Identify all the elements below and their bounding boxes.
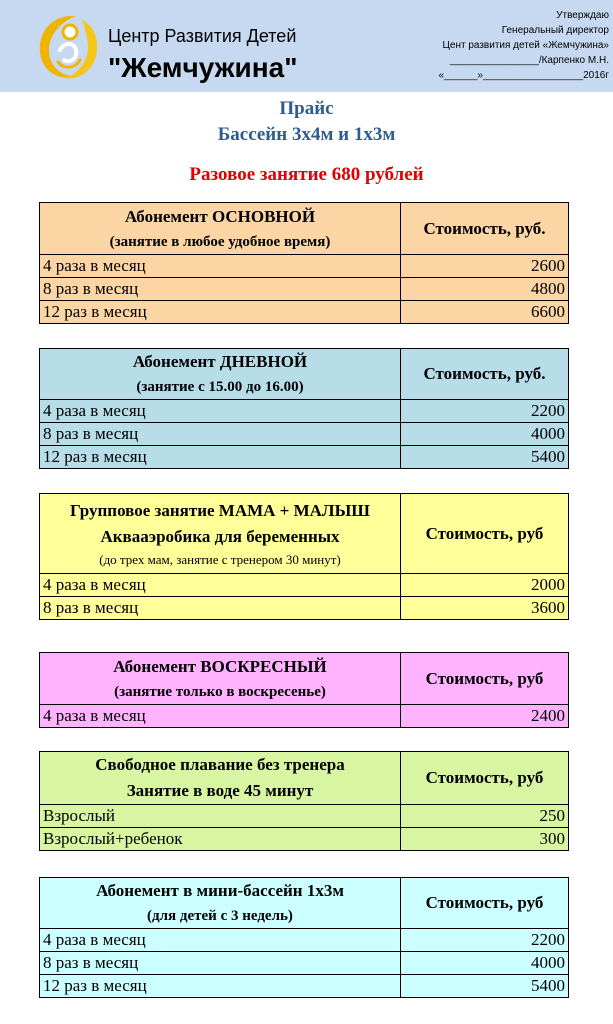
table-heading	[40, 349, 401, 400]
table-row	[40, 828, 569, 851]
table-row	[40, 301, 569, 324]
table-header-row	[40, 349, 569, 400]
price-table-group	[39, 493, 569, 620]
approval-line: «______»__________________2016г	[438, 70, 609, 81]
page-title: Прайс	[279, 98, 334, 119]
brand-name: "Жемчужина"	[108, 52, 298, 83]
pearl-logo-icon	[34, 10, 104, 84]
row-label: 8 раз в месяц	[40, 423, 401, 446]
table-header-row	[40, 203, 569, 255]
price-table-day	[39, 348, 569, 469]
row-value: 2000	[401, 574, 569, 597]
row-label: 12 раз в месяц	[40, 301, 401, 324]
table-note: (до трех мам, занятие с тренером 30 минут)	[99, 551, 341, 567]
row-value: 4800	[401, 278, 569, 301]
table-header-row	[40, 494, 569, 574]
row-value: 2600	[401, 255, 569, 278]
table-heading	[40, 494, 401, 574]
table-row	[40, 423, 569, 446]
table-heading	[40, 878, 401, 929]
row-label: 4 раза в месяц	[40, 255, 401, 278]
table-row	[40, 574, 569, 597]
row-label: Взрослый+ребенок	[40, 828, 401, 851]
row-label: 4 раза в месяц	[40, 574, 401, 597]
price-table-basic	[39, 202, 569, 324]
table-row	[40, 805, 569, 828]
table-row	[40, 705, 569, 728]
row-value: 2400	[401, 705, 569, 728]
row-value: 4000	[401, 952, 569, 975]
row-value: 300	[401, 828, 569, 851]
cost-header: Стоимость, руб	[401, 494, 569, 574]
table-title-2: Занятие в воде 45 минут	[126, 781, 314, 800]
row-value: 3600	[401, 597, 569, 620]
table-row	[40, 278, 569, 301]
table-header-row	[40, 878, 569, 929]
price-table-free-swim	[39, 751, 569, 851]
row-label: 8 раз в месяц	[40, 952, 401, 975]
price-table-mini-pool	[39, 877, 569, 998]
approval-line: Цент развития детей «Жемчужина»	[442, 40, 609, 51]
cost-header: Стоимость, руб.	[401, 349, 569, 400]
row-value: 5400	[401, 446, 569, 469]
table-heading	[40, 653, 401, 705]
row-label: 4 раза в месяц	[40, 400, 401, 423]
header-banner	[0, 0, 613, 92]
table-title: Абонемент в мини-бассейн 1х3м	[96, 881, 344, 900]
table-title: Абонемент ОСНОВНОЙ	[124, 206, 316, 226]
table-title: Абонемент ДНЕВНОЙ	[132, 352, 308, 371]
approval-block	[379, 8, 609, 83]
table-row	[40, 400, 569, 423]
table-row	[40, 255, 569, 278]
table-row	[40, 446, 569, 469]
row-value: 2200	[401, 400, 569, 423]
table-header-row	[40, 653, 569, 705]
row-label: 4 раза в месяц	[40, 705, 401, 728]
table-title: Абонемент ВОСКРЕСНЫЙ	[113, 656, 327, 676]
page-subtitle: Бассейн 3х4м и 1х3м	[217, 124, 396, 145]
brand-subtitle: Центр Развития Детей	[108, 26, 297, 46]
table-note: (занятие только в воскресенье)	[114, 683, 326, 700]
approval-line: ________________/Карпенко М.Н.	[449, 55, 609, 66]
row-label: 4 раза в месяц	[40, 929, 401, 952]
cost-header: Стоимость, руб	[401, 653, 569, 705]
table-row	[40, 952, 569, 975]
row-label: 8 раз в месяц	[40, 278, 401, 301]
table-note: (занятие с 15.00 до 16.00)	[136, 379, 304, 395]
table-heading	[40, 203, 401, 255]
row-label: 12 раз в месяц	[40, 446, 401, 469]
table-title: Групповое занятие МАМА + МАЛЫШ	[70, 500, 370, 520]
row-value: 4000	[401, 423, 569, 446]
table-note: (для детей с 3 недель)	[147, 908, 293, 924]
table-row	[40, 597, 569, 620]
row-value: 5400	[401, 975, 569, 998]
row-value: 2200	[401, 929, 569, 952]
row-label: 8 раз в месяц	[40, 597, 401, 620]
approval-line: Генеральный директор	[501, 25, 609, 36]
table-note: (занятие в любое удобное время)	[109, 233, 331, 250]
price-table-sunday	[39, 652, 569, 728]
table-heading	[40, 752, 401, 805]
table-title-2: Аквааэробика для беременных	[100, 526, 340, 546]
table-title: Свободное плавание без тренера	[95, 755, 345, 774]
row-label: Взрослый	[40, 805, 401, 828]
row-value: 6600	[401, 301, 569, 324]
row-label: 12 раз в месяц	[40, 975, 401, 998]
single-session-price: Разовое занятие 680 рублей	[189, 164, 424, 185]
cost-header: Стоимость, руб.	[401, 203, 569, 255]
table-header-row	[40, 752, 569, 805]
cost-header: Стоимость, руб	[401, 752, 569, 805]
table-row	[40, 929, 569, 952]
approval-line: Утверждаю	[556, 10, 609, 21]
cost-header: Стоимость, руб	[401, 878, 569, 929]
row-value: 250	[401, 805, 569, 828]
table-row	[40, 975, 569, 998]
